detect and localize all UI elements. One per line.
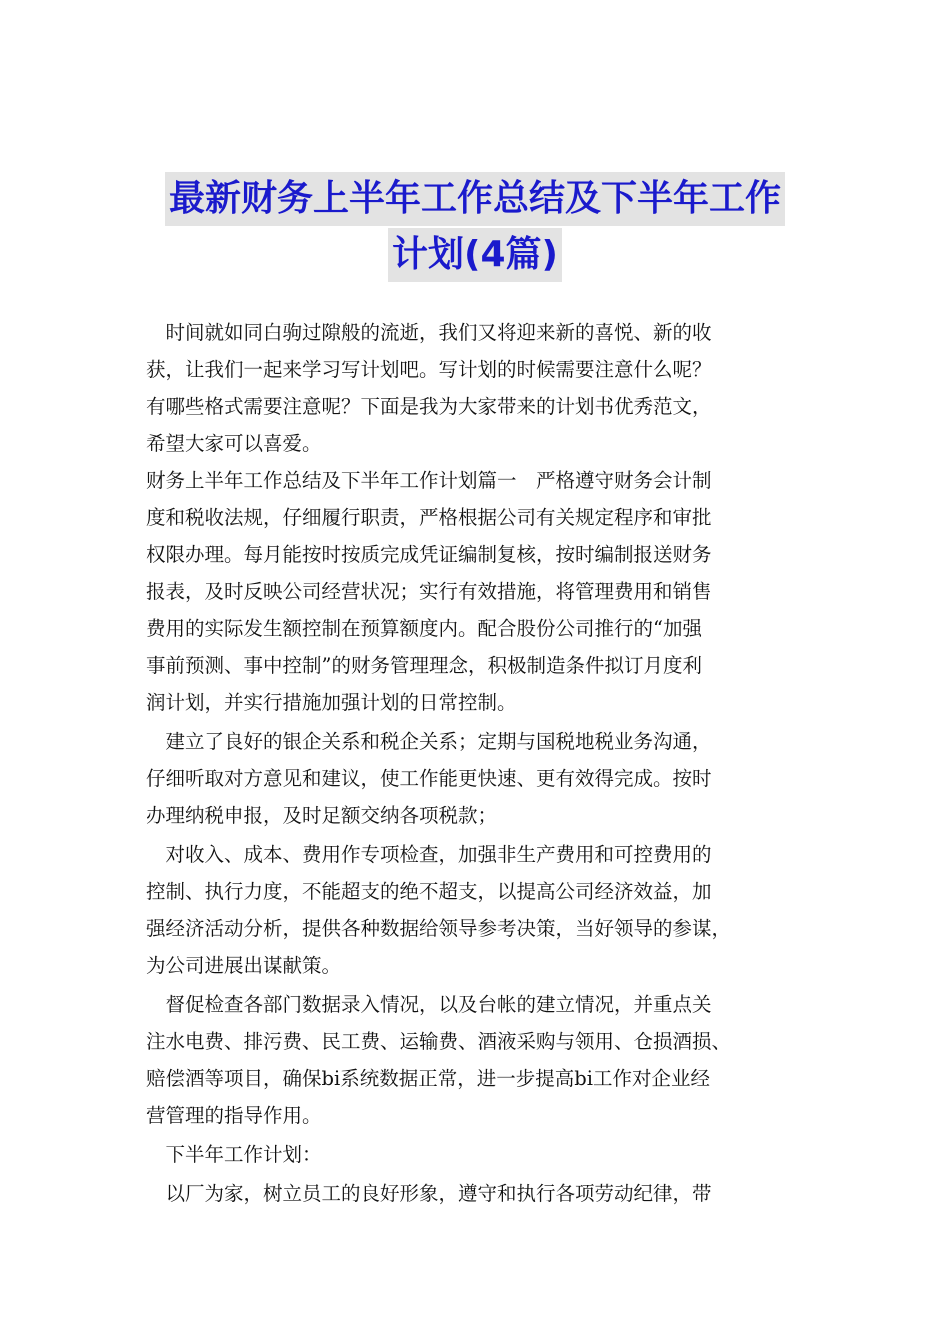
text-line: 事前预测、事中控制”的财务管理理念，积极制造条件拟订月度利 (146, 654, 702, 677)
text-line: 报表，及时反映公司经营状况；实行有效措施，将管理费用和销售 (146, 580, 712, 603)
paragraph-cost-control (146, 836, 814, 984)
paragraph-data-entry (146, 986, 814, 1134)
text-line: 权限办理。每月能按时按质完成凭证编制复核，按时编制报送财务 (146, 543, 712, 566)
text-line: 营管理的指导作用。 (146, 1104, 322, 1127)
text-line: 希望大家可以喜爱。 (146, 432, 322, 455)
title-line-1: 最新财务上半年工作总结及下半年工作 (165, 172, 785, 226)
document-title (0, 172, 950, 284)
text-line: 注水电费、排污费、民工费、运输费、酒液采购与领用、仓损酒损、 (146, 1030, 732, 1053)
paragraph-section-one (146, 462, 814, 721)
text-line: 赔偿酒等项目，确保bi系统数据正常，进一步提高bi工作对企业经 (146, 1067, 710, 1090)
text-line: 度和税收法规，仔细履行职责，严格根据公司有关规定程序和审批 (146, 506, 712, 529)
text-line: 建立了良好的银企关系和税企关系；定期与国税地税业务沟通， (146, 730, 712, 753)
text-line: 对收入、成本、费用作专项检查，加强非生产费用和可控费用的 (146, 843, 712, 866)
paragraph-plan-start (146, 1175, 814, 1212)
text-line: 财务上半年工作总结及下半年工作计划篇一 严格遵守财务会计制 (146, 469, 712, 492)
heading-next-half-plan (146, 1136, 814, 1173)
paragraph-intro (146, 314, 814, 462)
text-line: 仔细听取对方意见和建议，使工作能更快速、更有效得完成。按时 (146, 767, 712, 790)
text-line: 获，让我们一起来学习写计划吧。写计划的时候需要注意什么呢？ (146, 358, 712, 381)
text-line: 下半年工作计划： (146, 1143, 322, 1166)
text-line: 强经济活动分析，提供各种数据给领导参考决策，当好领导的参谋， (146, 917, 732, 940)
text-line: 有哪些格式需要注意呢？下面是我为大家带来的计划书优秀范文， (146, 395, 712, 418)
document-body (146, 314, 814, 1212)
title-line-2: 计划(4篇) (388, 228, 562, 282)
text-line: 时间就如同白驹过隙般的流逝，我们又将迎来新的喜悦、新的收 (146, 321, 712, 344)
paragraph-bank-tax (146, 723, 814, 834)
text-line: 为公司进展出谋献策。 (146, 954, 342, 977)
text-line: 润计划，并实行措施加强计划的日常控制。 (146, 691, 517, 714)
text-line: 费用的实际发生额控制在预算额度内。配合股份公司推行的“加强 (146, 617, 702, 640)
text-line: 以厂为家，树立员工的良好形象，遵守和执行各项劳动纪律，带 (146, 1182, 712, 1205)
text-line: 督促检查各部门数据录入情况，以及台帐的建立情况，并重点关 (146, 993, 712, 1016)
text-line: 办理纳税申报，及时足额交纳各项税款； (146, 804, 498, 827)
text-line: 控制、执行力度，不能超支的绝不超支，以提高公司经济效益，加 (146, 880, 712, 903)
